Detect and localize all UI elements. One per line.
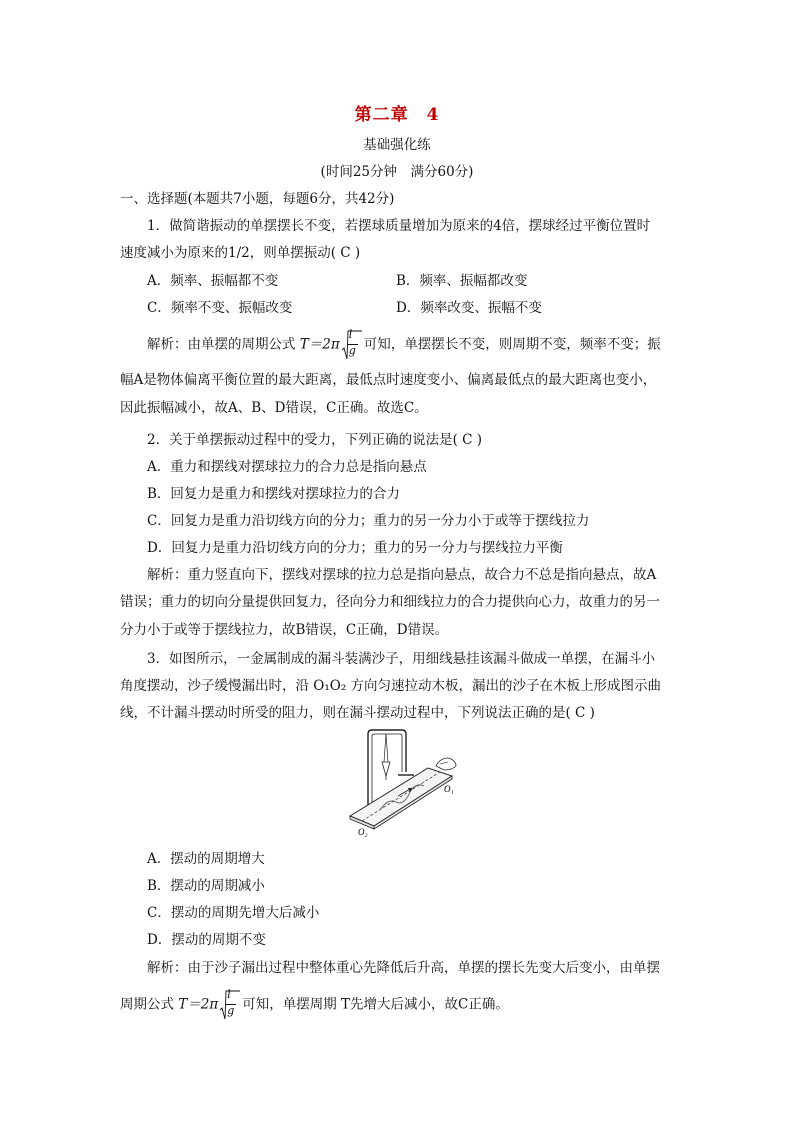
funnel-pendulum-figure [340, 728, 460, 838]
section-heading: 一、选择题(本题共7小题，每题6分，共42分) [120, 191, 395, 207]
q1-period-formula [342, 330, 362, 360]
q3-stem-line3: 线，不计漏斗摆动时所受的阻力，则在漏斗摆动过程中，下列说法正确的是( C ) [120, 705, 595, 721]
q1-stem-line2: 速度减小为原来的1/2，则单摆振动( C ) [120, 245, 361, 261]
q2-analysis-line2: 错误；重力的切向分量提供回复力，径向分力和细线拉力的合力提供向心力，故重力的另一 [120, 594, 660, 610]
q1-formula-denominator: g [348, 344, 356, 357]
q1-analysis-line3: 因此振幅减小，故A、B、D错误，C正确。故选C。 [120, 400, 428, 416]
q3-option-d: D．摆动的周期不变 [147, 932, 266, 948]
q1-option-a: A．频率、振幅都不变 [147, 273, 279, 289]
q2-stem: 2．关于单摆振动过程中的受力，下列正确的说法是( C ) [147, 432, 483, 448]
q1-stem-line1: 1．做简谐振动的单摆摆长不变，若摆球质量增加为原来的4倍，摆球经过平衡位置时 [147, 218, 651, 234]
funnel-pendulum-diagram [340, 728, 460, 838]
q3-period-formula [220, 990, 240, 1020]
q3-formula-numerator: l [227, 988, 231, 1001]
q1-analysis-pre: 解析：由单摆的周期公式 [147, 336, 300, 353]
q3-stem-line2: 角度摆动，沙子缓慢漏出时，沿 O₁O₂ 方向匀速拉动木板，漏出的沙子在木板上形成图示曲 [120, 678, 662, 694]
q3-option-b: B．摆动的周期减小 [147, 878, 265, 894]
q2-option-d: D．回复力是重力沿切线方向的分力；重力的另一分力与摆线拉力平衡 [147, 540, 563, 556]
q2-analysis-line3: 分力小于或等于摆线拉力，故B错误，C正确，D错误。 [120, 622, 449, 638]
q3-analysis-pre: 周期公式 [120, 996, 179, 1013]
q3-analysis-post: 可知，单摆周期 T先增大后减小，故C正确。 [242, 996, 509, 1013]
q1-analysis-post: 可知，单摆摆长不变，则周期不变，频率不变；振 [363, 336, 661, 353]
chapter-title: 第二章 4 [354, 105, 440, 125]
q3-formula-lhs: T＝2π [178, 996, 219, 1013]
q3-formula-denominator: g [227, 1004, 235, 1017]
q1-formula-lhs: T＝2π [299, 336, 340, 353]
q1-option-c: C．频率不变、振幅改变 [147, 300, 293, 316]
q1-analysis-line2: 幅A是物体偏离平衡位置的最大距离，最低点时速度变小、偏离最低点的最大距离也变小， [120, 372, 657, 388]
q3-option-c: C．摆动的周期先增大后减小 [147, 905, 320, 921]
q2-option-c: C．回复力是重力沿切线方向的分力；重力的另一分力小于或等于摆线拉力 [147, 513, 590, 529]
label-o1: O₁ [444, 784, 454, 794]
q1-option-d: D．频率改变、振幅不变 [396, 300, 542, 316]
label-o2: O₂ [358, 827, 368, 837]
q3-stem-line1: 3．如图所示，一金属制成的漏斗装满沙子，用细线悬挂该漏斗做成一单摆，在漏斗小 [147, 651, 656, 667]
q3-analysis-line1: 解析：由于沙子漏出过程中整体重心先降低后升高，单摆的摆长先变大后变小，由单摆 [147, 960, 660, 976]
q3-option-a: A．摆动的周期增大 [147, 851, 265, 867]
time-score-info: (时间25分钟 满分60分) [320, 164, 474, 180]
exercise-subtitle: 基础强化练 [363, 137, 431, 153]
q2-analysis-line1: 解析：重力竖直向下，摆线对摆球的拉力总是指向悬点，故合力不总是指向悬点，故A [147, 567, 657, 583]
q1-analysis-line1 [147, 330, 661, 360]
q2-option-b: B．回复力是重力和摆线对摆球拉力的合力 [147, 486, 400, 502]
q1-option-b: B．频率、振幅都改变 [396, 273, 528, 289]
q1-formula-numerator: l [348, 328, 353, 341]
q3-analysis-line2 [120, 990, 509, 1020]
q2-option-a: A．重力和摆线对摆球拉力的合力总是指向悬点 [147, 459, 427, 475]
